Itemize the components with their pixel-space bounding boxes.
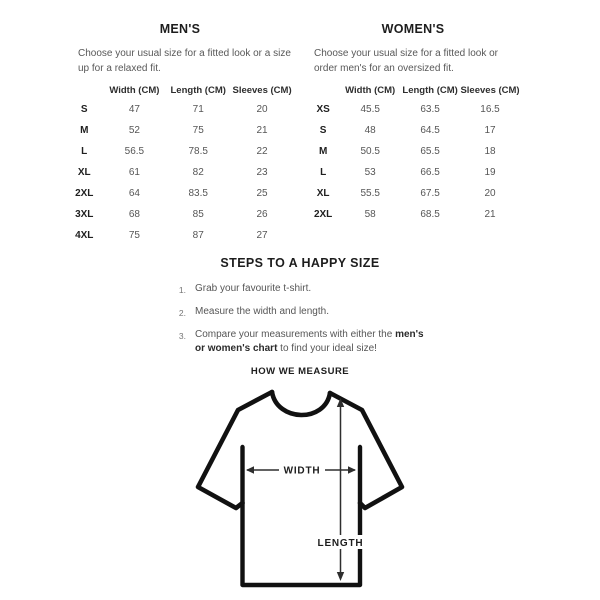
sleeves-cell: 25 xyxy=(256,188,268,199)
table-row xyxy=(306,204,520,225)
table-row xyxy=(306,183,520,204)
size-cell: L xyxy=(81,146,88,157)
size-cell: L xyxy=(320,167,327,178)
sleeves-cell: 21 xyxy=(256,125,268,136)
womens-title: WOMEN'S xyxy=(381,22,445,36)
width-column-header: Width (CM) xyxy=(345,84,396,96)
size-column-header xyxy=(66,81,102,99)
womens-size-table xyxy=(306,81,520,225)
length-cell: 71 xyxy=(192,104,204,115)
width-cell: 45.5 xyxy=(360,104,380,115)
step-text-pre: Grab your favourite t-shirt. xyxy=(195,283,312,294)
step-text xyxy=(195,282,311,297)
width-column-header: Width (CM) xyxy=(109,84,160,96)
length-arrow xyxy=(337,398,344,581)
size-cell: 2XL xyxy=(75,188,94,199)
width-cell: 75 xyxy=(128,230,140,241)
length-column-header: Length (CM) xyxy=(402,84,458,96)
table-row xyxy=(306,99,520,120)
sleeves-cell: 21 xyxy=(484,209,496,220)
table-row xyxy=(66,204,294,225)
length-cell: 87 xyxy=(192,230,204,241)
mens-size-table xyxy=(66,81,294,246)
step-text-pre: Compare your measurements with either the xyxy=(195,329,396,340)
length-cell: 68.5 xyxy=(420,209,440,220)
mens-table-header-row xyxy=(66,81,294,99)
width-cell: 55.5 xyxy=(360,188,380,199)
length-cell: 64.5 xyxy=(420,125,440,136)
sleeves-cell: 16.5 xyxy=(480,104,500,115)
sleeves-cell: 18 xyxy=(484,146,496,157)
width-label: WIDTH xyxy=(283,465,321,477)
table-row xyxy=(306,141,520,162)
length-cell: 82 xyxy=(192,167,204,178)
mens-description: Choose your usual size for a fitted look or a size up for a relaxed fit. xyxy=(78,48,291,74)
table-row xyxy=(306,162,520,183)
step-text xyxy=(195,305,329,320)
width-cell: 53 xyxy=(364,167,376,178)
table-row xyxy=(66,225,294,246)
table-row xyxy=(66,162,294,183)
width-cell: 68 xyxy=(128,209,140,220)
length-column-header: Length (CM) xyxy=(170,84,226,96)
step-text-post: to find your ideal size! xyxy=(277,343,377,354)
womens-size-section xyxy=(306,22,520,225)
sleeves-cell: 20 xyxy=(256,104,268,115)
length-cell: 85 xyxy=(192,209,204,220)
width-cell: 50.5 xyxy=(360,146,380,157)
size-cell: XS xyxy=(316,104,330,115)
length-cell: 75 xyxy=(192,125,204,136)
tshirt-measure-diagram xyxy=(150,382,450,600)
sleeves-cell: 27 xyxy=(256,230,268,241)
width-cell: 47 xyxy=(128,104,140,115)
size-cell: 3XL xyxy=(75,209,94,220)
list-item xyxy=(176,328,424,356)
length-label: LENGTH xyxy=(317,538,364,549)
list-item xyxy=(176,305,424,320)
length-cell: 83.5 xyxy=(188,188,208,199)
table-row xyxy=(66,99,294,120)
width-cell: 48 xyxy=(364,125,376,136)
tshirt-outline xyxy=(198,392,402,585)
length-cell: 67.5 xyxy=(420,188,440,199)
size-cell: 2XL xyxy=(313,209,333,220)
step-number: 2. xyxy=(178,308,186,318)
step-number: 3. xyxy=(178,331,186,341)
length-cell: 63.5 xyxy=(420,104,440,115)
size-column-header xyxy=(306,81,340,99)
steps-list xyxy=(176,282,424,356)
width-cell: 58 xyxy=(364,209,376,220)
size-cell: XL xyxy=(77,167,91,178)
how-we-measure-title: HOW WE MEASURE xyxy=(250,366,350,377)
size-cell: M xyxy=(318,146,328,157)
width-cell: 52 xyxy=(128,125,140,136)
sleeves-cell: 17 xyxy=(484,125,496,136)
list-item xyxy=(176,282,424,297)
step-text xyxy=(195,328,424,356)
table-row xyxy=(66,120,294,141)
size-cell: S xyxy=(80,104,88,115)
steps-section xyxy=(0,256,600,364)
sleeves-cell: 26 xyxy=(256,209,268,220)
sleeves-cell: 20 xyxy=(484,188,496,199)
table-row xyxy=(306,120,520,141)
size-cell: M xyxy=(80,125,89,136)
step-text-pre: Measure the width and length. xyxy=(195,306,329,317)
table-row xyxy=(66,183,294,204)
length-cell: 66.5 xyxy=(420,167,440,178)
length-cell: 65.5 xyxy=(420,146,440,157)
width-cell: 56.5 xyxy=(124,146,145,157)
womens-table-header-row xyxy=(306,81,520,99)
sleeves-cell: 19 xyxy=(484,167,496,178)
sleeves-cell: 23 xyxy=(256,167,268,178)
sleeves-column-header: Sleeves (CM) xyxy=(232,84,292,96)
size-cell: S xyxy=(319,125,327,136)
size-cell: 4XL xyxy=(75,230,94,241)
mens-size-section xyxy=(66,22,294,246)
mens-title: MEN'S xyxy=(159,22,201,36)
sleeves-column-header: Sleeves (CM) xyxy=(460,84,520,96)
table-row xyxy=(66,141,294,162)
collar-curve xyxy=(272,392,330,415)
womens-description: Choose your usual size for a fitted look or order men's for an oversized fit. xyxy=(314,48,498,74)
steps-title: STEPS TO A HAPPY SIZE xyxy=(220,256,380,270)
length-cell: 78.5 xyxy=(188,146,208,157)
step-text-bold: men's or women's chart xyxy=(195,329,424,354)
sleeves-cell: 22 xyxy=(256,146,268,157)
width-cell: 64 xyxy=(128,188,140,199)
step-number: 1. xyxy=(178,285,186,295)
size-cell: XL xyxy=(316,188,330,199)
width-cell: 61 xyxy=(128,167,140,178)
